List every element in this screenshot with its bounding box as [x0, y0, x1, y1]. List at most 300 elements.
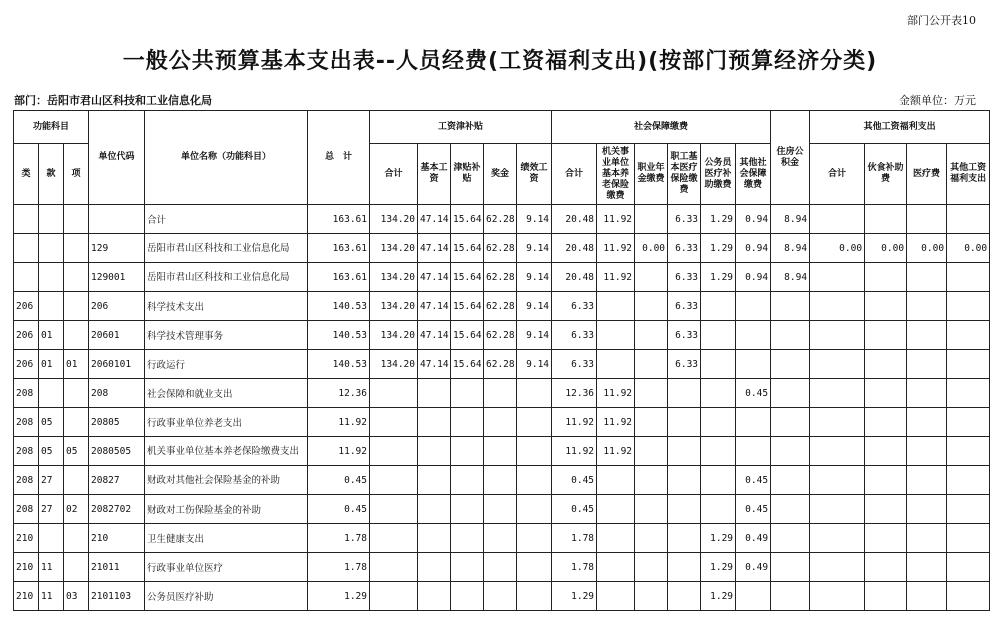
row-unit-code: 208: [89, 379, 145, 408]
row-housing: 8.94: [771, 205, 810, 234]
row-pension: 11.92: [597, 408, 635, 437]
header-unit-name: 单位名称（功能科目）: [145, 111, 308, 205]
row-civil-medical: [701, 379, 736, 408]
row-pension: [597, 321, 635, 350]
row-bonus: 62.28: [484, 292, 517, 321]
row-bonus: 62.28: [484, 234, 517, 263]
row-performance: [517, 408, 552, 437]
row-annuity: [635, 263, 668, 292]
row-performance: [517, 437, 552, 466]
row-civil-medical: [701, 408, 736, 437]
row-allowance: [451, 524, 484, 553]
row-total: 140.53: [308, 292, 370, 321]
header-civil-medical: 公务员医疗补助缴费: [701, 144, 736, 205]
row-housing: [771, 350, 810, 379]
row-lei: 208: [14, 379, 39, 408]
row-xiang: [64, 524, 89, 553]
row-unit-code: 129001: [89, 263, 145, 292]
row-social-sum: 11.92: [552, 408, 597, 437]
row-medical-fee: 0.00: [907, 234, 947, 263]
row-xiang: [64, 263, 89, 292]
row-other-sum: [810, 466, 865, 495]
row-wage-sum: [370, 524, 418, 553]
table-row: [14, 582, 990, 611]
row-bonus: [484, 524, 517, 553]
row-housing: [771, 553, 810, 582]
row-xiang: [64, 234, 89, 263]
row-meal: [865, 205, 907, 234]
row-other-sum: [810, 379, 865, 408]
header-social-sum: 合计: [552, 144, 597, 205]
header-bonus: 奖金: [484, 144, 517, 205]
row-other-social: 0.45: [736, 466, 771, 495]
row-annuity: [635, 205, 668, 234]
row-meal: [865, 321, 907, 350]
row-other-welfare: [947, 379, 990, 408]
row-unit-name: 财政对其他社会保险基金的补助: [145, 466, 308, 495]
row-bonus: [484, 495, 517, 524]
row-medical: [668, 379, 701, 408]
row-basic-wage: [418, 408, 451, 437]
header-kuan: 款: [39, 144, 64, 205]
row-medical-fee: [907, 495, 947, 524]
row-total: 11.92: [308, 437, 370, 466]
row-allowance: 15.64: [451, 205, 484, 234]
row-medical-fee: [907, 466, 947, 495]
row-kuan: [39, 263, 64, 292]
row-pension: 11.92: [597, 234, 635, 263]
row-other-sum: [810, 495, 865, 524]
row-bonus: [484, 408, 517, 437]
row-civil-medical: [701, 437, 736, 466]
row-social-sum: 12.36: [552, 379, 597, 408]
row-medical: [668, 437, 701, 466]
amount-unit-label: 金额单位：万元: [899, 94, 976, 107]
row-other-social: 0.49: [736, 524, 771, 553]
row-xiang: [64, 321, 89, 350]
table-row: [14, 263, 990, 292]
row-basic-wage: [418, 495, 451, 524]
row-bonus: 62.28: [484, 321, 517, 350]
row-meal: [865, 292, 907, 321]
row-other-welfare: [947, 553, 990, 582]
row-unit-code: 20805: [89, 408, 145, 437]
row-basic-wage: 47.14: [418, 263, 451, 292]
row-medical: 6.33: [668, 263, 701, 292]
row-housing: [771, 582, 810, 611]
row-meal: [865, 495, 907, 524]
row-kuan: [39, 234, 64, 263]
row-performance: [517, 582, 552, 611]
row-annuity: [635, 582, 668, 611]
row-xiang: 02: [64, 495, 89, 524]
row-social-sum: 6.33: [552, 292, 597, 321]
row-performance: 9.14: [517, 321, 552, 350]
row-pension: 11.92: [597, 205, 635, 234]
row-total: 12.36: [308, 379, 370, 408]
row-allowance: [451, 379, 484, 408]
row-social-sum: 1.78: [552, 553, 597, 582]
row-pension: 11.92: [597, 379, 635, 408]
table-row: [14, 205, 990, 234]
row-meal: [865, 263, 907, 292]
row-medical: [668, 466, 701, 495]
row-other-social: 0.94: [736, 263, 771, 292]
row-medical-fee: [907, 350, 947, 379]
row-other-welfare: [947, 466, 990, 495]
row-total: 163.61: [308, 263, 370, 292]
row-unit-code: 21011: [89, 553, 145, 582]
row-housing: 8.94: [771, 263, 810, 292]
header-wage-sum: 合计: [370, 144, 418, 205]
row-medical-fee: [907, 292, 947, 321]
row-allowance: [451, 466, 484, 495]
row-medical: 6.33: [668, 292, 701, 321]
row-meal: [865, 350, 907, 379]
row-other-social: [736, 437, 771, 466]
row-medical: [668, 408, 701, 437]
row-allowance: [451, 408, 484, 437]
row-social-sum: 1.78: [552, 524, 597, 553]
row-medical: [668, 524, 701, 553]
row-kuan: 01: [39, 321, 64, 350]
row-performance: 9.14: [517, 205, 552, 234]
row-meal: [865, 582, 907, 611]
row-bonus: 62.28: [484, 263, 517, 292]
row-unit-code: [89, 205, 145, 234]
row-pension: [597, 524, 635, 553]
row-pension: [597, 582, 635, 611]
row-lei: 206: [14, 292, 39, 321]
table-row: [14, 495, 990, 524]
header-other-welfare: 其他工资福利支出: [947, 144, 990, 205]
row-social-sum: 11.92: [552, 437, 597, 466]
row-allowance: [451, 582, 484, 611]
row-unit-code: 2060101: [89, 350, 145, 379]
row-basic-wage: 47.14: [418, 292, 451, 321]
row-lei: 210: [14, 524, 39, 553]
row-wage-sum: 134.20: [370, 234, 418, 263]
row-allowance: 15.64: [451, 350, 484, 379]
table-row: [14, 524, 990, 553]
row-housing: 8.94: [771, 234, 810, 263]
row-xiang: 05: [64, 437, 89, 466]
table-row: [14, 466, 990, 495]
row-wage-sum: 134.20: [370, 263, 418, 292]
row-unit-name: 行政事业单位养老支出: [145, 408, 308, 437]
row-kuan: 27: [39, 466, 64, 495]
row-lei: [14, 234, 39, 263]
header-housing: 住房公积金: [771, 111, 810, 205]
table-row: [14, 553, 990, 582]
row-allowance: 15.64: [451, 234, 484, 263]
row-annuity: [635, 437, 668, 466]
row-wage-sum: [370, 553, 418, 582]
page-title: 一般公共预算基本支出表--人员经费(工资福利支出)(按部门预算经济分类): [122, 49, 878, 74]
row-xiang: [64, 466, 89, 495]
header-xiang: 项: [64, 144, 89, 205]
row-kuan: 27: [39, 495, 64, 524]
header-other-group: 其他工资福利支出: [810, 111, 990, 144]
row-wage-sum: 134.20: [370, 350, 418, 379]
row-medical-fee: [907, 379, 947, 408]
row-bonus: [484, 553, 517, 582]
row-annuity: [635, 524, 668, 553]
row-wage-sum: [370, 466, 418, 495]
row-other-welfare: [947, 524, 990, 553]
row-kuan: 05: [39, 437, 64, 466]
row-other-welfare: [947, 205, 990, 234]
row-lei: 208: [14, 408, 39, 437]
row-civil-medical: 1.29: [701, 582, 736, 611]
row-social-sum: 1.29: [552, 582, 597, 611]
row-xiang: [64, 408, 89, 437]
header-performance: 绩效工资: [517, 144, 552, 205]
row-basic-wage: 47.14: [418, 321, 451, 350]
row-other-sum: [810, 292, 865, 321]
row-annuity: [635, 495, 668, 524]
row-annuity: [635, 553, 668, 582]
row-annuity: [635, 379, 668, 408]
header-medical: 职工基本医疗保险缴费: [668, 144, 701, 205]
row-other-sum: [810, 408, 865, 437]
row-unit-name: 科学技术管理事务: [145, 321, 308, 350]
table-row: [14, 408, 990, 437]
row-kuan: [39, 205, 64, 234]
row-basic-wage: [418, 582, 451, 611]
row-meal: [865, 437, 907, 466]
row-allowance: [451, 495, 484, 524]
row-medical: 6.33: [668, 350, 701, 379]
row-other-social: [736, 292, 771, 321]
row-other-social: 0.45: [736, 495, 771, 524]
row-allowance: [451, 437, 484, 466]
row-basic-wage: 47.14: [418, 350, 451, 379]
row-pension: 11.92: [597, 437, 635, 466]
row-other-welfare: 0.00: [947, 234, 990, 263]
row-civil-medical: 1.29: [701, 553, 736, 582]
header-unit-code: 单位代码: [89, 111, 145, 205]
row-social-sum: 6.33: [552, 350, 597, 379]
row-xiang: 01: [64, 350, 89, 379]
row-total: 0.45: [308, 495, 370, 524]
row-housing: [771, 408, 810, 437]
row-kuan: [39, 524, 64, 553]
row-unit-name: 岳阳市君山区科技和工业信息化局: [145, 263, 308, 292]
row-wage-sum: [370, 379, 418, 408]
row-social-sum: 20.48: [552, 263, 597, 292]
row-performance: [517, 466, 552, 495]
row-basic-wage: 47.14: [418, 205, 451, 234]
row-unit-code: 206: [89, 292, 145, 321]
header-func-subject: 功能科目: [14, 111, 89, 144]
row-meal: [865, 524, 907, 553]
row-other-social: [736, 321, 771, 350]
row-medical: [668, 553, 701, 582]
row-other-welfare: [947, 263, 990, 292]
row-medical-fee: [907, 582, 947, 611]
row-total: 0.45: [308, 466, 370, 495]
row-unit-name: 科学技术支出: [145, 292, 308, 321]
row-medical-fee: [907, 437, 947, 466]
row-bonus: [484, 582, 517, 611]
row-housing: [771, 379, 810, 408]
row-other-welfare: [947, 321, 990, 350]
row-other-sum: [810, 321, 865, 350]
row-medical-fee: [907, 263, 947, 292]
row-total: 1.29: [308, 582, 370, 611]
row-unit-name: 合计: [145, 205, 308, 234]
row-housing: [771, 321, 810, 350]
row-basic-wage: [418, 379, 451, 408]
row-other-sum: [810, 437, 865, 466]
row-xiang: [64, 205, 89, 234]
row-civil-medical: 1.29: [701, 524, 736, 553]
row-total: 1.78: [308, 553, 370, 582]
header-pension: 机关事业单位基本养老保险缴费: [597, 144, 635, 205]
row-other-social: 0.45: [736, 379, 771, 408]
row-other-sum: [810, 205, 865, 234]
row-allowance: 15.64: [451, 263, 484, 292]
row-housing: [771, 495, 810, 524]
header-annuity: 职业年金缴费: [635, 144, 668, 205]
row-meal: [865, 466, 907, 495]
row-meal: [865, 553, 907, 582]
row-unit-code: 210: [89, 524, 145, 553]
row-pension: [597, 350, 635, 379]
row-other-welfare: [947, 582, 990, 611]
row-wage-sum: [370, 408, 418, 437]
row-annuity: [635, 292, 668, 321]
row-bonus: [484, 379, 517, 408]
row-basic-wage: [418, 437, 451, 466]
row-basic-wage: [418, 466, 451, 495]
row-housing: [771, 524, 810, 553]
expenditure-table: [13, 110, 990, 611]
row-lei: 208: [14, 437, 39, 466]
row-wage-sum: [370, 582, 418, 611]
row-medical: [668, 582, 701, 611]
row-pension: [597, 553, 635, 582]
row-medical: 6.33: [668, 205, 701, 234]
table-row: [14, 350, 990, 379]
row-lei: [14, 263, 39, 292]
row-pension: [597, 466, 635, 495]
row-other-welfare: [947, 350, 990, 379]
row-bonus: [484, 437, 517, 466]
row-allowance: [451, 553, 484, 582]
row-annuity: [635, 350, 668, 379]
row-other-sum: [810, 524, 865, 553]
row-xiang: 03: [64, 582, 89, 611]
row-other-social: [736, 582, 771, 611]
row-civil-medical: [701, 292, 736, 321]
row-bonus: [484, 466, 517, 495]
row-pension: [597, 292, 635, 321]
row-housing: [771, 437, 810, 466]
row-annuity: [635, 466, 668, 495]
row-total: 140.53: [308, 350, 370, 379]
row-kuan: 11: [39, 582, 64, 611]
header-medical-fee: 医疗费: [907, 144, 947, 205]
row-basic-wage: 47.14: [418, 234, 451, 263]
row-total: 11.92: [308, 408, 370, 437]
row-kuan: [39, 379, 64, 408]
row-annuity: [635, 408, 668, 437]
row-unit-name: 财政对工伤保险基金的补助: [145, 495, 308, 524]
row-wage-sum: 134.20: [370, 205, 418, 234]
row-performance: 9.14: [517, 234, 552, 263]
row-kuan: 01: [39, 350, 64, 379]
row-performance: [517, 379, 552, 408]
row-civil-medical: [701, 466, 736, 495]
row-performance: 9.14: [517, 292, 552, 321]
row-unit-name: 行政事业单位医疗: [145, 553, 308, 582]
row-total: 163.61: [308, 205, 370, 234]
table-row: [14, 437, 990, 466]
row-bonus: 62.28: [484, 205, 517, 234]
row-medical: 6.33: [668, 321, 701, 350]
row-lei: 206: [14, 321, 39, 350]
row-civil-medical: [701, 321, 736, 350]
row-allowance: 15.64: [451, 321, 484, 350]
row-annuity: [635, 321, 668, 350]
row-unit-name: 卫生健康支出: [145, 524, 308, 553]
row-lei: 210: [14, 582, 39, 611]
row-medical-fee: [907, 205, 947, 234]
row-basic-wage: [418, 524, 451, 553]
row-lei: 206: [14, 350, 39, 379]
row-meal: 0.00: [865, 234, 907, 263]
row-unit-code: 20827: [89, 466, 145, 495]
row-unit-name: 公务员医疗补助: [145, 582, 308, 611]
row-pension: [597, 495, 635, 524]
row-unit-code: 2082702: [89, 495, 145, 524]
row-unit-code: 20601: [89, 321, 145, 350]
row-lei: 208: [14, 495, 39, 524]
row-medical-fee: [907, 408, 947, 437]
row-unit-code: 129: [89, 234, 145, 263]
row-performance: 9.14: [517, 263, 552, 292]
row-civil-medical: 1.29: [701, 234, 736, 263]
row-basic-wage: [418, 553, 451, 582]
row-other-sum: [810, 553, 865, 582]
row-housing: [771, 466, 810, 495]
row-medical: 6.33: [668, 234, 701, 263]
table-row: [14, 379, 990, 408]
row-total: 1.78: [308, 524, 370, 553]
row-bonus: 62.28: [484, 350, 517, 379]
row-allowance: 15.64: [451, 292, 484, 321]
row-other-welfare: [947, 437, 990, 466]
row-other-sum: 0.00: [810, 234, 865, 263]
header-meal: 伙食补助费: [865, 144, 907, 205]
row-other-social: 0.94: [736, 234, 771, 263]
row-civil-medical: [701, 350, 736, 379]
row-kuan: 11: [39, 553, 64, 582]
row-meal: [865, 408, 907, 437]
header-other-sum: 合计: [810, 144, 865, 205]
row-medical: [668, 495, 701, 524]
row-social-sum: 20.48: [552, 234, 597, 263]
department-label: 部门：岳阳市君山区科技和工业信息化局: [14, 94, 212, 107]
row-total: 140.53: [308, 321, 370, 350]
row-xiang: [64, 292, 89, 321]
row-pension: 11.92: [597, 263, 635, 292]
row-lei: 210: [14, 553, 39, 582]
row-wage-sum: 134.20: [370, 292, 418, 321]
row-annuity: 0.00: [635, 234, 668, 263]
